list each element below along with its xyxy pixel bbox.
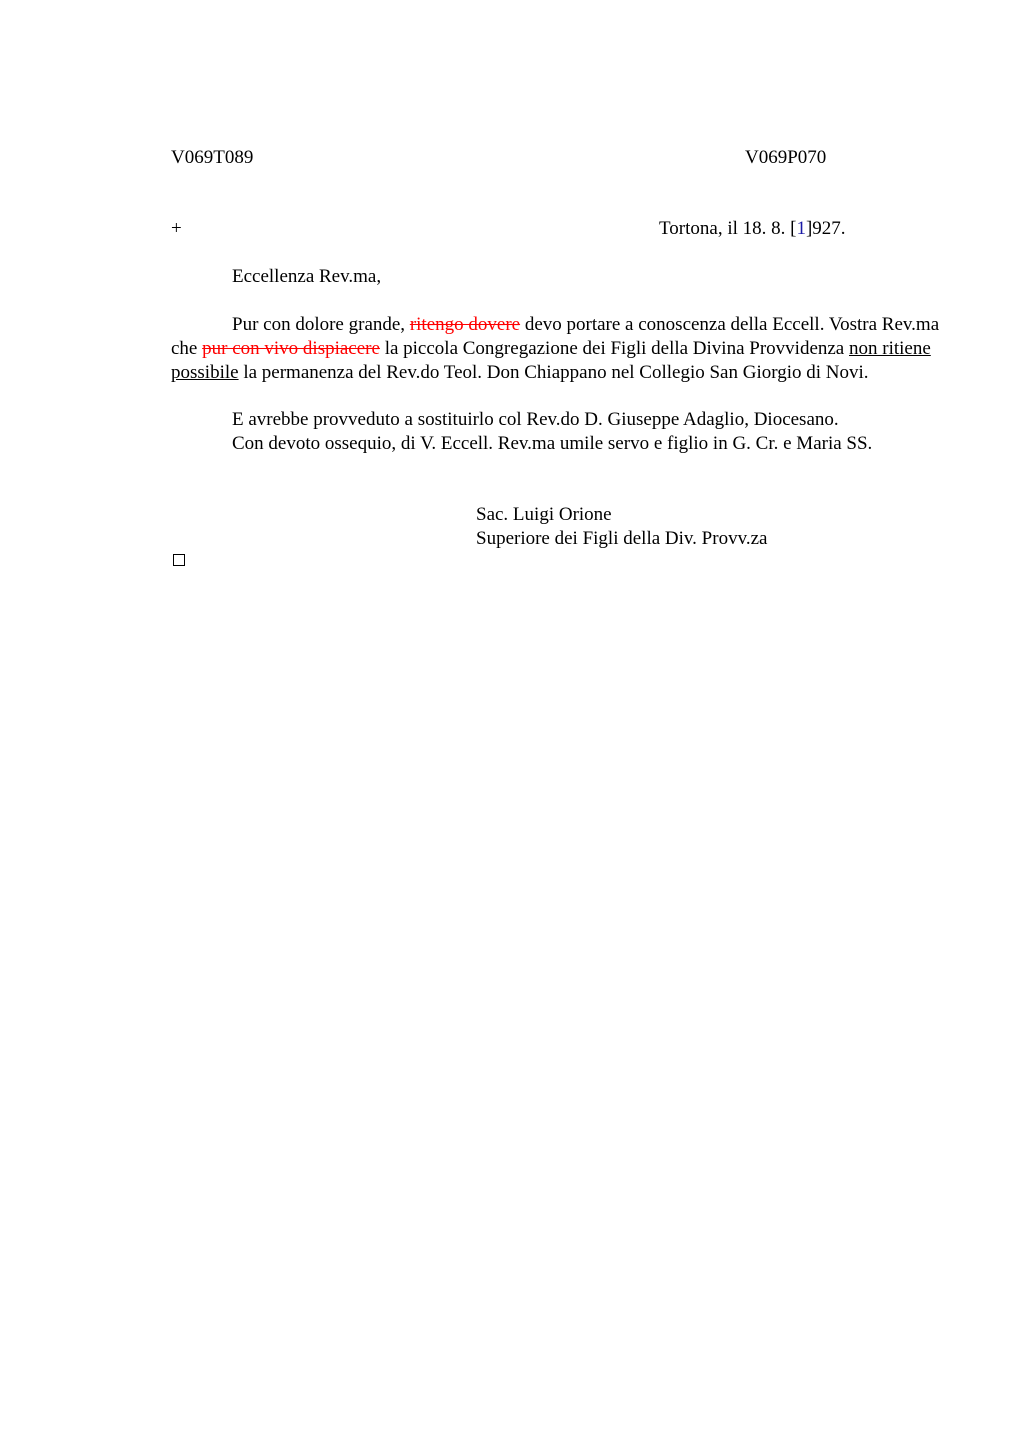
- footnote-reference[interactable]: 1: [796, 218, 806, 239]
- p1-text-2: devo portare a conoscenza della Eccell. Vostra Rev.ma che: [171, 314, 940, 359]
- right-archive-code: V069P070: [745, 147, 827, 168]
- salutation: Eccellenza Rev.ma,: [232, 266, 382, 287]
- dateline-suffix: ]927.: [805, 218, 846, 239]
- signature-name: Sac. Luigi Orione: [476, 504, 612, 525]
- cross-symbol: +: [171, 218, 182, 239]
- signature-title: Superiore dei Figli della Div. Provv.za: [476, 528, 768, 549]
- deleted-text-1: ritengo dovere: [409, 314, 521, 335]
- dateline-prefix: Tortona, il 18. 8. [: [659, 218, 797, 239]
- body-paragraph-1: [171, 313, 941, 385]
- dateline: [659, 217, 846, 241]
- body-paragraph-3: Con devoto ossequio, di V. Eccell. Rev.ma umile servo e figlio in G. Cr. e Maria SS.: [232, 433, 873, 454]
- deleted-text-2: pur con vivo dispiacere: [202, 338, 380, 359]
- end-of-document-box-icon: [173, 554, 185, 566]
- p1-text-4: la permanenza del Rev.do Teol. Don Chiappano nel Collegio San Giorgio di Novi.: [238, 362, 869, 383]
- p1-text-1: Pur con dolore grande,: [232, 314, 410, 335]
- left-archive-code: V069T089: [171, 147, 254, 168]
- body-paragraph-2: E avrebbe provveduto a sostituirlo col Rev.do D. Giuseppe Adaglio, Diocesano.: [232, 409, 839, 430]
- underlined-text: non ritiene possibile: [171, 338, 931, 383]
- p1-text-3: la piccola Congregazione dei Figli della Divina Provvidenza: [379, 338, 849, 359]
